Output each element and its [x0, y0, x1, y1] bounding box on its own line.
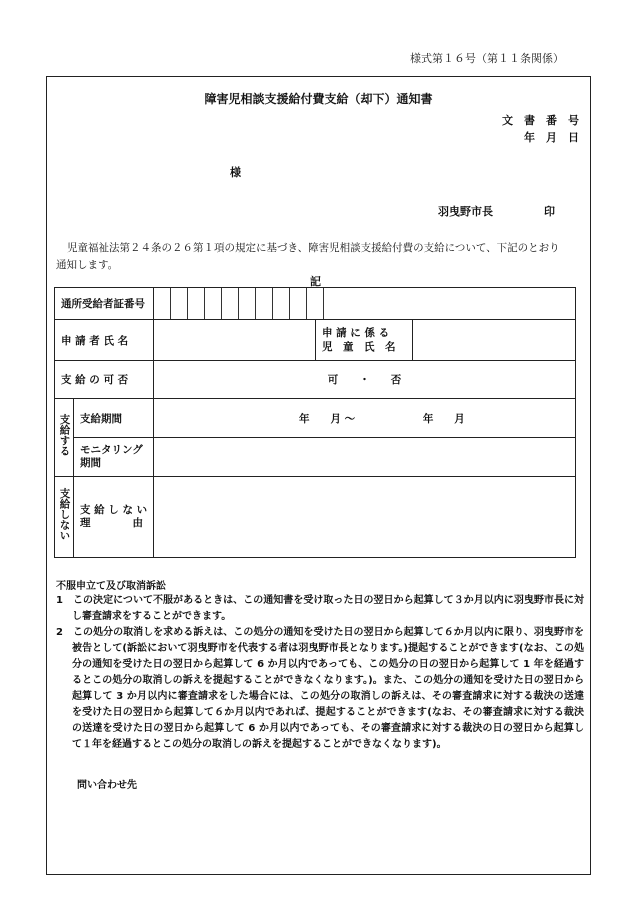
- document-title: 障害児相談支援給付費支給（却下）通知書: [204, 92, 433, 106]
- notice-frame: [46, 76, 591, 875]
- form-number: 様式第１６号（第１１条関係）: [410, 52, 564, 65]
- reason-label-line-1: 支 給 し な い: [80, 504, 148, 516]
- digit-cell: [205, 288, 222, 319]
- digit-cell: [171, 288, 188, 319]
- appeal-heading: 不服申立て及び取消訴訟: [56, 581, 166, 592]
- inquiry-label: 問い合わせ先: [77, 780, 137, 791]
- document-date: 年 月 日: [524, 131, 579, 144]
- reason-label: [74, 477, 154, 558]
- cert-number-label: 通所受給者証番号: [55, 288, 154, 320]
- row-monitoring: [55, 438, 576, 477]
- deny-group-text: 支給しない: [58, 488, 71, 541]
- body-line-2: 通知します。: [56, 259, 119, 271]
- period-value[interactable]: [154, 399, 576, 438]
- applicant-name-label: 申 請 者 氏 名: [55, 320, 154, 361]
- row-deny-reason: [55, 477, 576, 558]
- grant-group-label: [55, 399, 74, 477]
- row-period: [55, 399, 576, 438]
- reason-label-line-2: 理 由: [80, 517, 143, 529]
- digit-cell: [307, 288, 324, 319]
- digit-cell: [256, 288, 273, 319]
- monitoring-label-line-1: モニタリング: [80, 444, 143, 456]
- approval-value[interactable]: 可 ・ 否: [154, 361, 576, 399]
- row-cert-number: [55, 288, 576, 320]
- child-name-field[interactable]: [413, 320, 576, 361]
- child-label-line-2: 児 童 氏 名: [322, 341, 396, 353]
- monitoring-label-line-2: 期間: [80, 457, 101, 469]
- period-start: 年 月 ～: [299, 412, 356, 425]
- grant-group-text: 支給する: [58, 414, 71, 456]
- child-name-label: [316, 320, 413, 361]
- digit-cell: [154, 288, 171, 319]
- issuer-name: 羽曳野市長: [438, 205, 493, 218]
- deny-group-label: [55, 477, 74, 558]
- approval-label: 支 給 の 可 否: [55, 361, 154, 399]
- addressee-suffix: 様: [230, 166, 241, 179]
- monitoring-label: [74, 438, 154, 477]
- monitoring-field[interactable]: [154, 438, 576, 477]
- child-label-line-1: 申 請 に 係 る: [322, 327, 390, 339]
- applicant-name-field[interactable]: [154, 320, 316, 361]
- notice-table: [54, 287, 576, 558]
- body-line-1: 児童福祉法第２４条の２６第１項の規定に基づき、障害児相談支援給付費の支給について、下記のとおり: [67, 242, 560, 254]
- digit-cell: [273, 288, 290, 319]
- appeal-item-1: 1 この決定について不服があるときは、この通知書を受け取った日の翌日から起算して３か月以内に羽曳野市長に対し審査請求をすることができます。: [56, 595, 584, 622]
- cert-number-cells[interactable]: [154, 288, 576, 320]
- appeal-item-2: 2 この処分の取消しを求める訴えは、この処分の通知を受けた日の翌日から起算して６か月以内に限り、羽曳野市を被告として(訴訟において羽曳野市を代表する者は羽曳野市長となります。)提起することができます(なお、この処分の通知を受けた日の翌日から起算して 6 か月以内であっても、この処分の日の翌日から起算して 1 年を経過するとこの処分の取消しの訴えを提起することができなくなります。)。また、この処分の通知を受けた日の翌日から起算して 3 か月以内に審査請求をした場合には、この処分の取消しの訴えは、その審査請求に対する裁決の送達を受けた日の翌日から起算して６か月以内であれば、提起することができます(なお、その審査請求に対する裁決の送達を受けた日の翌日から起算して 6 か月以内であっても、その審査請求に対する裁決の日の翌日から起算して１年を経過するとこの処分の取消しの訴えを提起することができなくなります)。: [56, 627, 584, 750]
- document-number: 文 書 番 号: [502, 114, 579, 127]
- digit-cell: [290, 288, 307, 319]
- digit-cell: [222, 288, 239, 319]
- digit-cell: [188, 288, 205, 319]
- seal-mark: 印: [544, 205, 555, 218]
- digit-cell: [239, 288, 256, 319]
- row-applicant: [55, 320, 576, 361]
- period-end: 年 月: [422, 412, 465, 425]
- ki-marker: 記: [310, 275, 321, 288]
- row-approval: [55, 361, 576, 399]
- period-label: 支給期間: [74, 399, 154, 438]
- reason-field[interactable]: [154, 477, 576, 558]
- appeal-text: [56, 593, 584, 753]
- body-text: [56, 240, 583, 274]
